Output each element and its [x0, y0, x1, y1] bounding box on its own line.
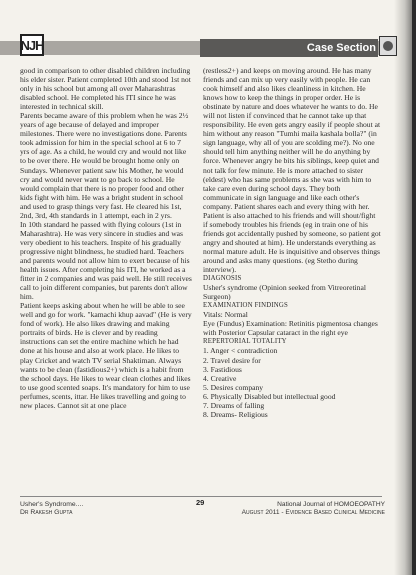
journal-logo [20, 34, 44, 56]
list-item: 2. Travel desire for [203, 355, 261, 365]
binding-shadow [394, 0, 412, 575]
paragraph: Patient keeps asking about when he will be able to see well and go for work. "kamachi khup aavad" (He is very fond of work). He also likes drawing and making portraits of birds. He is clever and by reading instructions can set the entire machine which he had done at his house and also at work place. He likes to play Cricket and watch TV serial Shaktiman. Always wants to be clean (fastidious2+) which is a habit from the school days. He likes to wear clean clothes and likes to use good scented soaps. It's mandatory for him to use perfumes, scents, ittar. He likes travelling and going to new places. Cannot sit at one place [20, 301, 192, 410]
footer-left [20, 501, 83, 517]
repertorial-heading: REPERTORIAL TOTALITY [203, 338, 287, 346]
left-column [20, 66, 192, 410]
logo-text: NJH [20, 37, 44, 53]
footer-journal-name: National Journal of HOMOEOPATHY [277, 501, 385, 508]
right-column [203, 66, 381, 419]
diagnosis-heading: DIAGNOSIS [203, 275, 242, 283]
list-item: 3. Fastidious [203, 364, 242, 374]
list-item: 4. Creative [203, 373, 237, 383]
list-item: 6. Physically Disabled but intellectual good [203, 391, 336, 401]
examination-heading: EXAMINATION FINDINGS [203, 302, 288, 310]
paragraph: In 10th standard he passed with flying colours (1st in Maharashtra). He was very sincere in studies and was very obedient to his teachers. Inspite of his gradually progressive night blindness, he studied hard. Teachers and parents would not allow him to exert because of his health issues. After completing his ITI, he worked as a fitter in 2 companies and was paid well. He still receives call to join different companies, but parents don't allow him. [20, 219, 192, 302]
eye-exam-text: Eye (Fundus) Examination: Retinitis pigmentosa changes with Posterior Capsular cataract in the right eye [203, 319, 378, 338]
page-number: 29 [196, 498, 205, 507]
list-item: 8. Dreams- Religious [203, 409, 268, 419]
footer-article-title: Usher's Syndrome.... [20, 501, 84, 508]
diagnosis-text: Usher's syndrome (Opinion seeked from Vitreoretinal Surgeon) [203, 283, 366, 302]
list-item: 5. Desires company [203, 382, 264, 392]
paragraph: (restless2+) and keeps on moving around. He has many friends and can mix up very easily with people. He can cook himself and also likes cleanliness in kitchen. He knows how to keep the things in proper order. He is obstinate by nature and does whatever he wants to do. He will not listen if convinced that he cannot take up that responsibility. He even gets angry easily if people shout at him without any reason "Tumhi maila kashala bolla?" (in sign language, why all of you are scolding me?). No one should tell him anything neither will he do anything by force. Whenever angry he bits his siblings, keep quiet and not talk for few minute. He is more attached to sister (eldest) who has same problems as she was with him to take care even during school days. They both communicate in sign language and like each other's company. Patient shares each and every thing with her. Patient is also attached to his friends and will shout/fight if somebody troubles his friends (eg in train one of his friends got accidentally pushed by someone, so patient got angry and shouted at him). He understands everything as normal mature adult. He is inquisitive and observes things around and asks many questions. (eg Stetho during interview). [203, 66, 381, 275]
footer-author: Dr Rakesh Gupta [20, 509, 73, 516]
paragraph: Parents became aware of this problem when he was 2½ years of age because of delayed and improper milestones. There were no investigations done. Parents took admission for him in the special school at 6 to 7 yrs of age. As a child, he would cry and would not like to be over there. He would be brought home only on Sundays. Whenever patient saw his Mother, he would cry and would never want to go back to school. He would complain that there is no proper food and other kids fight with him. He was a bright student in school and used to grasp things very fast. He cleared his 1st, 2nd, 3rd, 4th standards in 1 attempt, each in 2 yrs. [20, 111, 189, 220]
footer-issue: August 2011 - Evidence Based Clinical Medicine [241, 509, 385, 516]
vitals-text: Vitals: Normal [203, 310, 248, 320]
list-item: 1. Anger < contradiction [203, 346, 278, 356]
totality-list [203, 346, 381, 418]
footer-divider [20, 496, 382, 497]
paragraph: good in comparison to other disabled children including his elder sister. Patient completed 10th and stood 1st not only in his school but among all over Maharashtras disabled school. He completed his ITI since he was interested in technical skill. [20, 66, 191, 112]
footer-right [230, 501, 385, 517]
list-item: 7. Dreams of falling [203, 400, 265, 410]
section-title: Case Section [306, 42, 376, 54]
